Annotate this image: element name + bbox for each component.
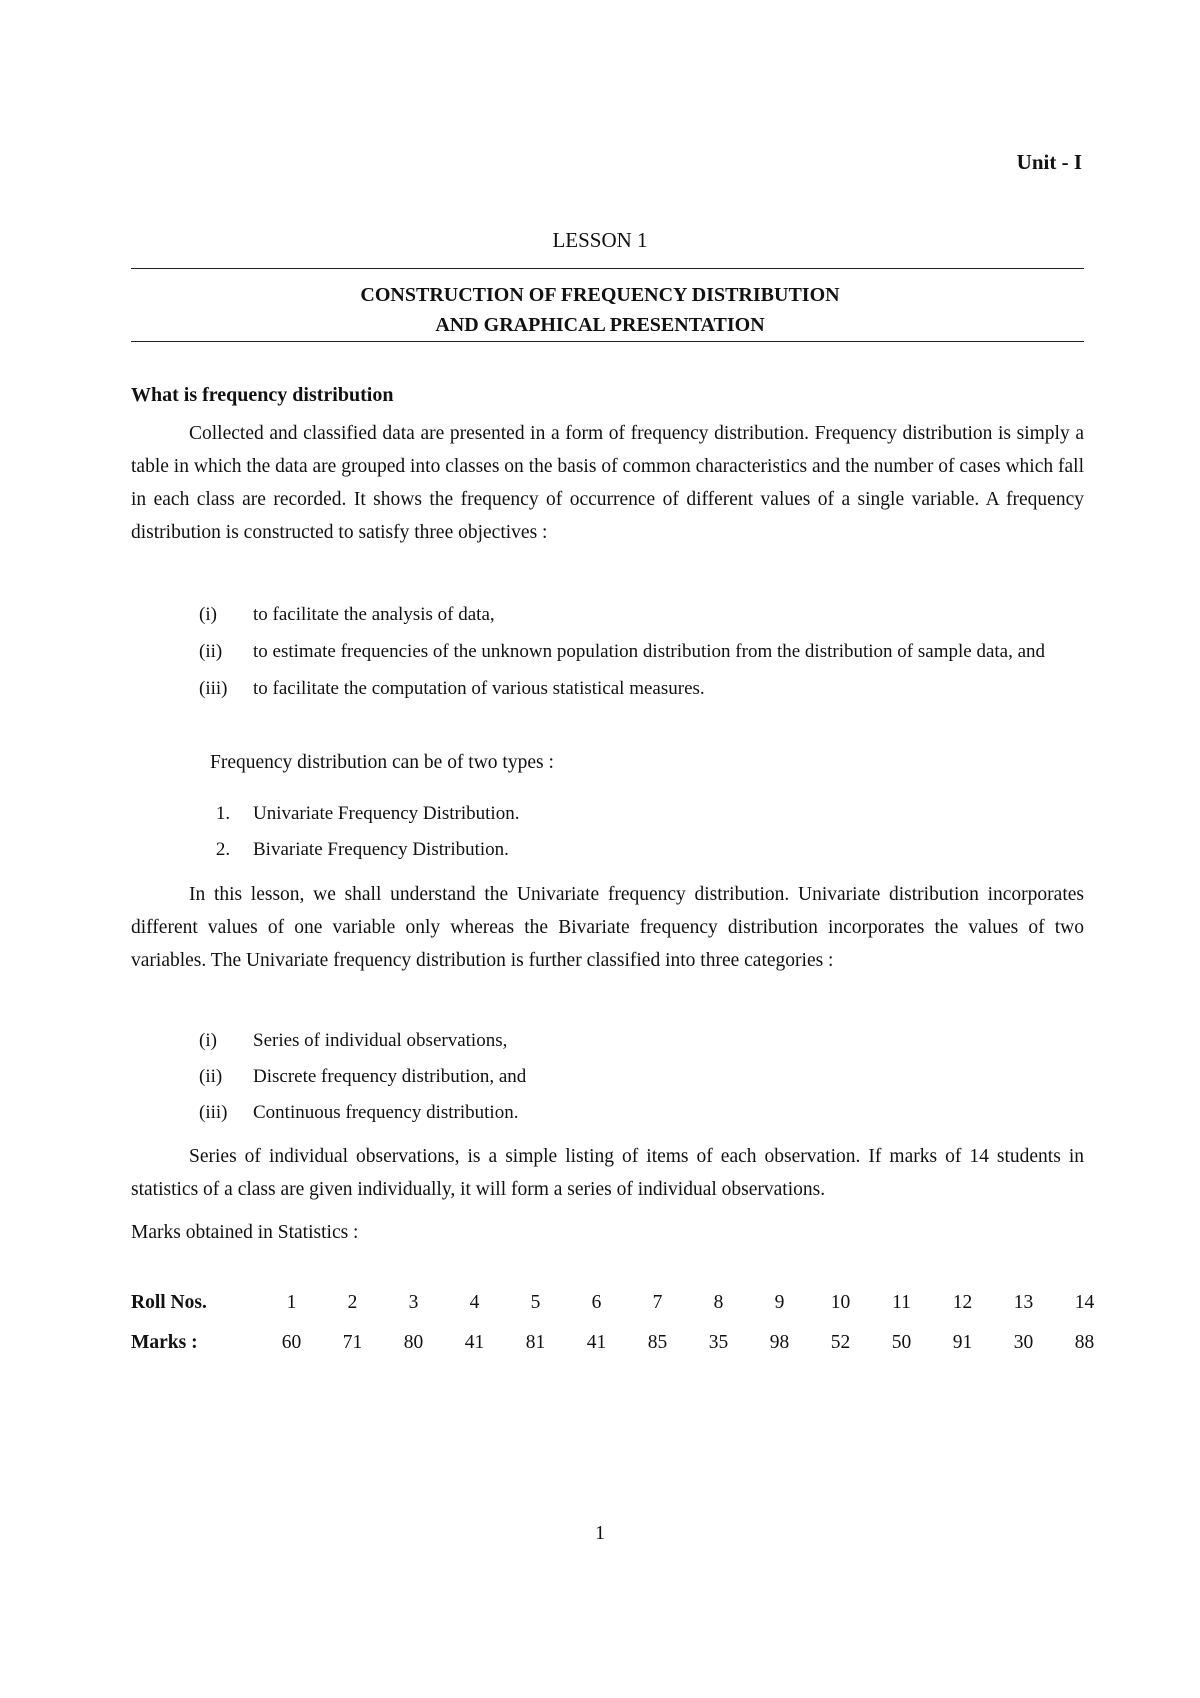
table-cell: 85	[647, 1332, 668, 1353]
list-text: Continuous frequency distribution.	[253, 1102, 519, 1123]
table-cell: 4	[469, 1292, 480, 1313]
table-cell: 11	[892, 1292, 911, 1313]
list-text: Bivariate Frequency Distribution.	[253, 839, 509, 860]
table-cell: 5	[530, 1292, 541, 1313]
list-text: Series of individual observations,	[253, 1030, 508, 1051]
table-row-roll-nos	[131, 1283, 1115, 1323]
list-item	[131, 672, 1084, 705]
table-cell: 50	[891, 1332, 912, 1353]
table-cell: 12	[952, 1292, 973, 1313]
table-cell: 80	[403, 1332, 424, 1353]
marks-caption: Marks obtained in Statistics :	[131, 1222, 359, 1243]
table-cell: 41	[586, 1332, 607, 1353]
list-item	[131, 797, 1084, 830]
objectives-list	[131, 598, 1084, 705]
list-item	[131, 1096, 1084, 1129]
list-marker: (iii)	[199, 678, 228, 699]
lesson-title	[0, 280, 1200, 340]
table-cell: 6	[591, 1292, 602, 1313]
list-item	[131, 1060, 1084, 1093]
list-text: Discrete frequency distribution, and	[253, 1066, 527, 1087]
marks-table	[131, 1283, 1115, 1363]
paragraph-intro: Collected and classified data are presented in a form of frequency distribution. Frequency distribution is simply a table in which the data are grouped into classes on the basis of common characteristics and the number of cases which fall in each class are recorded. It shows the frequency of occurrence of different values of a single variable. A frequency distribution is constructed to satisfy three objectives :	[131, 423, 1084, 543]
table-cell: 81	[525, 1332, 546, 1353]
list-text: to facilitate the computation of various statistical measures.	[253, 678, 705, 699]
types-intro: Frequency distribution can be of two types :	[210, 752, 554, 773]
table-cell: 71	[342, 1332, 363, 1353]
table-cell: 3	[408, 1292, 419, 1313]
table-cell: 2	[347, 1292, 358, 1313]
table-cell: 9	[774, 1292, 785, 1313]
table-cell: 35	[708, 1332, 729, 1353]
bottom-rule	[131, 341, 1084, 342]
table-cell: 10	[830, 1292, 851, 1313]
title-line-2: AND GRAPHICAL PRESENTATION	[435, 314, 765, 336]
types-list	[131, 797, 1084, 866]
row-label: Roll Nos.	[131, 1292, 207, 1313]
list-text: Univariate Frequency Distribution.	[253, 803, 520, 824]
list-marker: (iii)	[199, 1102, 228, 1123]
table-cell: 13	[1013, 1292, 1034, 1313]
table-cell: 41	[464, 1332, 485, 1353]
list-marker: 2.	[215, 839, 231, 860]
paragraph-individual-series: Series of individual observations, is a simple listing of items of each observation. If marks of 14 students in statistics of a class are given individually, it will form a series of individual observations.	[131, 1146, 1084, 1200]
list-item	[131, 1024, 1084, 1057]
table-cell: 98	[769, 1332, 790, 1353]
categories-list	[131, 1024, 1084, 1129]
list-marker: (i)	[199, 1030, 217, 1051]
list-item	[131, 635, 1084, 668]
table-cell: 7	[652, 1292, 663, 1313]
list-marker: (ii)	[199, 1066, 223, 1087]
paragraph-univariate: In this lesson, we shall understand the Univariate frequency distribution. Univariate distribution incorporates different values of one variable only whereas the Bivariate frequency distribution incorporates the values of two variables. The Univariate frequency distribution is further classified into three categories :	[131, 884, 1084, 971]
table-cell: 14	[1074, 1292, 1095, 1313]
section-heading: What is frequency distribution	[131, 384, 394, 406]
page-number: 1	[595, 1522, 605, 1544]
list-marker: (ii)	[199, 641, 223, 662]
table-cell: 91	[952, 1332, 973, 1353]
unit-label: Unit - I	[1016, 150, 1082, 174]
table-cell: 60	[281, 1332, 302, 1353]
list-marker: 1.	[215, 803, 231, 824]
list-marker: (i)	[199, 604, 217, 625]
list-item	[131, 833, 1084, 866]
table-cell: 52	[830, 1332, 851, 1353]
list-item	[131, 598, 1084, 631]
row-label: Marks :	[131, 1332, 198, 1353]
top-rule	[131, 268, 1084, 269]
title-line-1: CONSTRUCTION OF FREQUENCY DISTRIBUTION	[360, 284, 840, 306]
table-cell: 1	[286, 1292, 297, 1313]
list-text: to facilitate the analysis of data,	[253, 604, 495, 625]
table-cell: 30	[1013, 1332, 1034, 1353]
list-text: to estimate frequencies of the unknown population distribution from the distribution of sample data, and	[253, 641, 1046, 662]
table-cell: 8	[713, 1292, 724, 1313]
table-cell: 88	[1074, 1332, 1095, 1353]
lesson-number: LESSON 1	[552, 228, 648, 252]
table-row-marks	[131, 1323, 1115, 1363]
